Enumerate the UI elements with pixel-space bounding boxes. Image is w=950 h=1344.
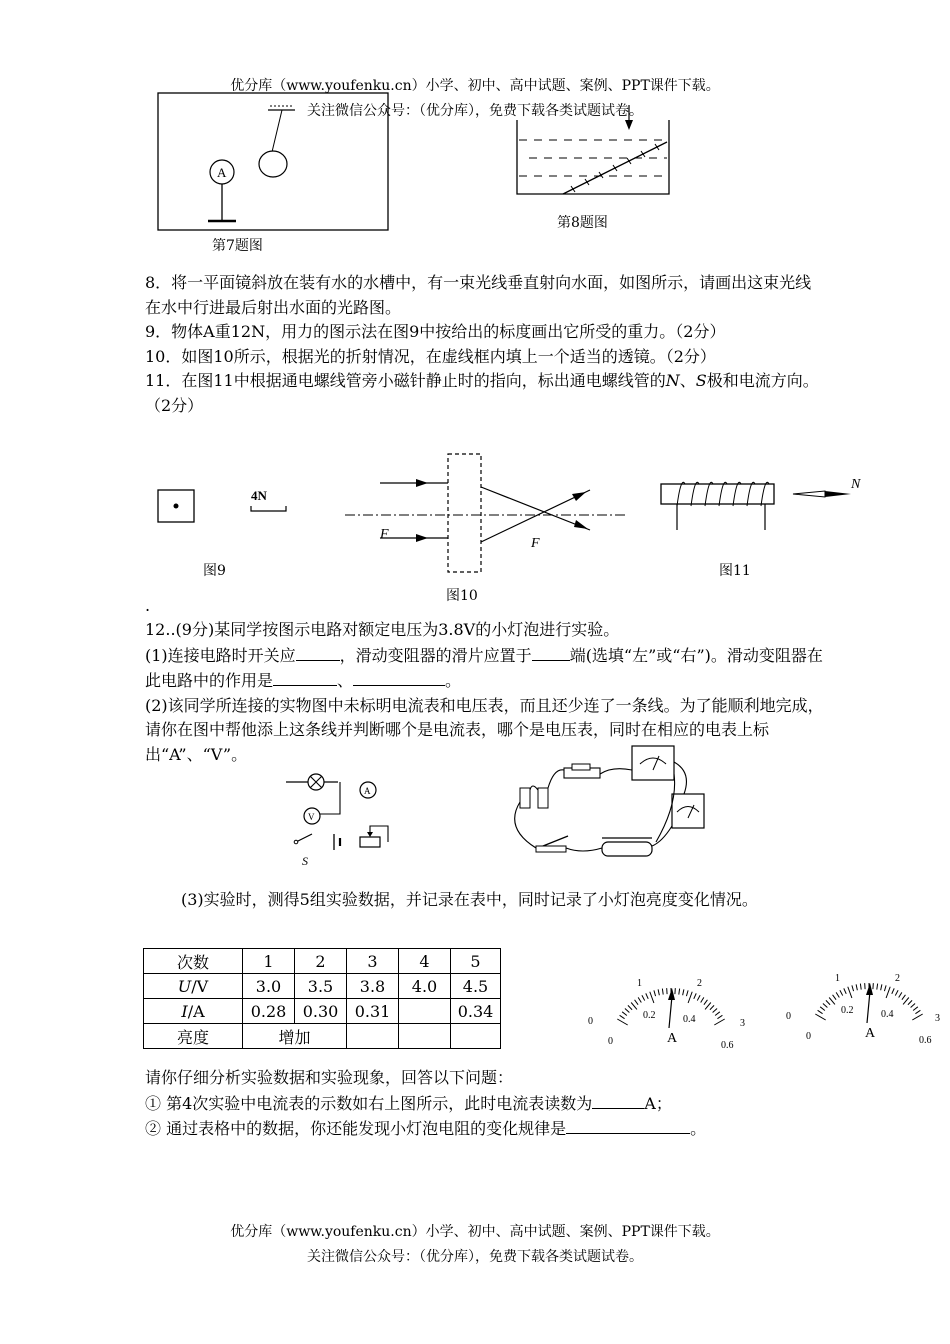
header-line-2: 关注微信公众号：（优分库），免费下载各类试题试卷。 (307, 103, 643, 119)
fig11-needle-n (825, 491, 851, 497)
circuit-rheostat (360, 837, 380, 847)
dial-tick (662, 989, 663, 995)
fig10-arrow-in-bottom (416, 534, 428, 542)
dial-tick (912, 1014, 922, 1020)
circuit-diagram (278, 772, 408, 872)
wiring-diagram (512, 740, 717, 875)
fig8-ray-arrow (625, 120, 633, 130)
dial-tick (628, 1005, 632, 1009)
q11-text-b: 极和电流方向。（2分） (145, 371, 819, 415)
table-cell (347, 1024, 399, 1049)
sub-question-1 (145, 1091, 825, 1117)
table-cell: 3.8 (347, 974, 399, 999)
fig10-arrow-out-down (574, 520, 588, 529)
dial-tick (820, 1007, 825, 1011)
dial-tick (631, 1003, 637, 1010)
fig11-north-label: N (851, 477, 861, 492)
q11-north: N (665, 371, 680, 390)
fig10-arrow-out-up (572, 492, 586, 501)
question-9: 9．物体A重12N，用力的图示法在图9中按给出的标度画出它所受的重力。（2分） (145, 322, 726, 341)
dial-tick (852, 985, 854, 991)
fig7-ball (259, 151, 287, 177)
table-header-voltage (144, 974, 243, 999)
dial-tick (686, 990, 688, 996)
dial-tick (856, 984, 857, 990)
q12-intro: 12..(9分)某同学按图示电路对额定电压为3.8V的小灯泡进行实验。 (145, 620, 620, 639)
fig8-tank (517, 120, 669, 194)
dial-tick (902, 995, 906, 1000)
dial-tick (713, 1009, 717, 1013)
circuit-slider-arrow (367, 832, 373, 837)
wiring-meter-top (632, 746, 674, 780)
footer-line-2: 关注微信公众号：（优分库），免费下载各类试题试卷。 (307, 1249, 643, 1265)
dial-2-needle-tip (866, 983, 873, 995)
table-cell: 4 (399, 949, 451, 974)
dial-1-label: A (667, 1031, 678, 1046)
circuit-switch (296, 834, 312, 842)
fig10-lens-box (448, 454, 481, 572)
dial-1-outer-2: 2 (697, 978, 702, 989)
ammeter-dial-1 (585, 970, 755, 1055)
dial-1-needle-tip (668, 988, 675, 1000)
dial-tick (635, 1000, 639, 1005)
sub-question-2 (145, 1116, 825, 1142)
current-unit: /A (187, 1001, 205, 1021)
wiring-switch-base (536, 846, 566, 852)
dial-1-inner-2: 0.4 (683, 1014, 696, 1025)
fig11-needle-s (793, 491, 825, 497)
dial-tick (697, 995, 700, 1000)
dial-tick (913, 1007, 918, 1011)
dial-2-needle (867, 991, 870, 1023)
dial-tick (908, 1000, 912, 1004)
circuit-ammeter-label: A (364, 786, 371, 796)
circuit-switch-pivot (294, 840, 298, 844)
voltage-unit: /V (191, 976, 209, 996)
fig7-string (272, 110, 282, 152)
dial-2-outer-3: 3 (935, 1013, 940, 1024)
circuit-switch-label: S (302, 854, 308, 868)
blank-resistance-rule[interactable] (566, 1116, 690, 1134)
dial-tick (704, 1000, 708, 1005)
table-row-voltage (144, 974, 501, 999)
figure-7 (150, 88, 395, 238)
dial-1-needle (669, 996, 672, 1028)
dial-1-outer-0: 0 (588, 1016, 593, 1027)
dial-tick (683, 989, 684, 995)
q12-1-text-b: ，滑动变阻器的滑片应置于 (339, 645, 532, 665)
q12-1-text-d: 、 (337, 671, 354, 690)
dial-tick (715, 1012, 720, 1016)
table-header-trial: 次数 (144, 949, 243, 974)
fig8-caption: 第8题图 (557, 215, 608, 231)
dial-tick (895, 990, 898, 995)
fig8-mirror-hatch (571, 144, 659, 192)
fig9-center-dot (174, 504, 179, 509)
circuit-voltmeter-label: V (308, 812, 315, 822)
wiring-battery-1 (520, 788, 530, 808)
table-cell: 0.30 (295, 999, 347, 1024)
dial-tick (848, 987, 852, 998)
fig11-caption: 图11 (719, 563, 751, 579)
fig9-scale-label: 4N (251, 488, 267, 503)
table-cell: 3 (347, 949, 399, 974)
table-cell: 4.5 (451, 974, 501, 999)
dial-tick (886, 987, 890, 998)
table-cell: 0.31 (347, 999, 399, 1024)
fig9-scale-bar (251, 506, 286, 511)
wiring-battery-2 (538, 788, 548, 808)
dial-tick (844, 988, 846, 993)
dial-2-outer-1: 1 (835, 973, 840, 984)
dial-2-label: A (865, 1026, 876, 1041)
table-header-brightness: 亮度 (144, 1024, 243, 1049)
dial-tick (701, 997, 704, 1002)
sub2-text-b: 。 (690, 1119, 707, 1138)
fig7-meter-label: A (217, 165, 227, 180)
table-cell-brightness: 增加 (243, 1024, 347, 1049)
q12-part-1 (145, 643, 825, 694)
dial-tick (638, 997, 641, 1002)
question-8: 8．将一平面镜斜放在装有水的水槽中，有一束光线垂直射向水面，如图所示，请画出这束光线在水中行进最后射出水面的光路图。 (145, 273, 812, 317)
table-header-current (144, 999, 243, 1024)
dial-tick (833, 995, 837, 1000)
dial-tick (840, 990, 843, 995)
dial-tick (625, 1009, 629, 1013)
table-cell: 3.5 (295, 974, 347, 999)
sub1-text-a: ① 第4次实验中电流表的示数如右上图所示，此时电流表读数为 (145, 1093, 593, 1113)
dial-tick (679, 989, 680, 995)
dial-tick (620, 1015, 625, 1018)
figure-11 (655, 470, 875, 540)
table-cell (451, 1024, 501, 1049)
question-12-block (145, 618, 825, 767)
fig10-focus-left: F (380, 527, 389, 542)
question-block-8-11 (145, 271, 825, 418)
table-row-trial (144, 949, 501, 974)
dial-tick (884, 985, 886, 991)
blank-rheostat-role-1[interactable] (273, 668, 337, 686)
dial-tick (642, 995, 645, 1000)
dial-tick (717, 1015, 722, 1018)
figure-8 (505, 100, 680, 200)
current-symbol: I (181, 1001, 188, 1021)
wiring-meter-bottom (672, 794, 704, 828)
question-11 (145, 369, 825, 418)
q12-part-3 (145, 888, 825, 913)
table-cell-blank[interactable] (399, 999, 451, 1024)
stray-dot: . (145, 596, 151, 615)
fig7-caption: 第7题图 (212, 238, 263, 254)
table-cell: 4.0 (399, 974, 451, 999)
q11-south: S (695, 371, 707, 390)
dial-tick (705, 1003, 711, 1010)
dial-tick (826, 1000, 830, 1004)
fig10-ray-out-up (481, 490, 590, 542)
dial-1-outer-1: 1 (637, 978, 642, 989)
wiring-lamp (572, 764, 590, 770)
q12-3-text: (3)实验时，测得5组实验数据，并记录在表中，同时记录了小灯泡亮度变化情况。 (181, 890, 758, 909)
analysis-block (145, 1066, 825, 1142)
blank-switch-state[interactable] (296, 643, 340, 661)
dial-tick (622, 1012, 627, 1016)
dial-tick (654, 990, 656, 996)
q11-sep: 、 (679, 371, 696, 390)
dial-tick (892, 988, 894, 993)
dial-2-inner-2: 0.4 (881, 1009, 894, 1020)
figure-9 (150, 480, 300, 530)
dial-tick (710, 1005, 714, 1009)
dial-tick (911, 1004, 915, 1008)
dial-1-outer-3: 3 (740, 1018, 745, 1029)
dial-tick (650, 992, 654, 1003)
dial-tick (881, 984, 882, 990)
dial-tick (915, 1010, 920, 1013)
q12-1-text-a: (1)连接电路时开关应 (145, 645, 296, 665)
dial-2-inner-0: 0 (806, 1031, 811, 1042)
blank-ammeter-reading[interactable] (592, 1091, 644, 1109)
fig10-ray-out-down (481, 487, 590, 530)
q12-1-text-e: 。 (445, 671, 462, 690)
fig11-coil (677, 482, 769, 506)
voltage-symbol: U (177, 976, 192, 996)
dial-tick (694, 993, 696, 998)
dial-tick (658, 989, 659, 995)
dial-tick (903, 998, 909, 1005)
dial-1-inner-1: 0.2 (643, 1010, 656, 1021)
table-cell: 0.28 (243, 999, 295, 1024)
dial-tick (860, 984, 861, 990)
blank-slider-end[interactable] (532, 643, 570, 661)
sub1-text-b: A； (644, 1093, 672, 1113)
dial-2-inner-3: 0.6 (919, 1035, 932, 1046)
dial-tick (877, 984, 878, 990)
fig10-caption: 图10 (446, 588, 478, 604)
analysis-intro: 请你仔细分析实验数据和实验现象，回答以下问题： (145, 1068, 514, 1087)
table-row-current (144, 999, 501, 1024)
dial-1-inner-3: 0.6 (721, 1040, 734, 1051)
dial-tick (823, 1004, 827, 1008)
dial-tick (829, 998, 835, 1005)
dial-tick (646, 993, 648, 998)
table-cell: 2 (295, 949, 347, 974)
dial-2-outer-0: 0 (786, 1011, 791, 1022)
dial-tick (815, 1014, 825, 1020)
dial-2-outer-2: 2 (895, 973, 900, 984)
table-cell: 0.34 (451, 999, 501, 1024)
dial-1-inner-0: 0 (608, 1036, 613, 1047)
fig10-arrow-in-top (416, 479, 428, 487)
data-table (143, 948, 501, 1049)
dial-tick (836, 992, 839, 997)
footer-line-1: 优分库（www.youfenku.cn）小学、初中、高中试题、案例、PPT课件下载。 (230, 1224, 720, 1240)
table-cell: 1 (243, 949, 295, 974)
fig9-caption: 图9 (203, 563, 226, 579)
sub2-text-a: ② 通过表格中的数据，你还能发现小灯泡电阻的变化规律是 (145, 1119, 567, 1138)
dial-2-inner-1: 0.2 (841, 1005, 854, 1016)
table-cell: 3.0 (243, 974, 295, 999)
table-cell: 5 (451, 949, 501, 974)
figure-10 (340, 450, 630, 580)
question-10: 10．如图10所示，根据光的折射情况，在虚线框内填上一个适当的透镜。（2分） (145, 346, 716, 366)
ammeter-dial-2 (783, 965, 950, 1050)
dial-tick (818, 1010, 823, 1013)
q12-part-2: (2)该同学所连接的实物图中未标明电流表和电压表，而且还少连了一条线。为了能顺利地完成，请你在图中帮他添上这条线并判断哪个是电流表，哪个是电压表，同时在相应的电表上标出“A”、“V”。 (145, 695, 824, 764)
dial-tick (899, 992, 902, 997)
q11-text-a: 11．在图11中根据通电螺线管旁小磁针静止时的指向，标出通电螺线管的 (145, 371, 666, 390)
dial-tick (688, 992, 692, 1003)
blank-rheostat-role-2[interactable] (353, 668, 445, 686)
q12-1-text-c: 端(选填“左”或“右”)。滑动变阻器在此电路中的作用是 (145, 645, 823, 690)
header-line-1: 优分库（www.youfenku.cn）小学、初中、高中试题、案例、PPT课件下载。 (230, 78, 720, 94)
wiring-rheostat (602, 842, 652, 856)
dial-tick (714, 1019, 724, 1025)
table-cell (399, 1024, 451, 1049)
table-row-brightness (144, 1024, 501, 1049)
fig10-focus-right: F (531, 536, 540, 551)
dial-tick (617, 1019, 627, 1025)
